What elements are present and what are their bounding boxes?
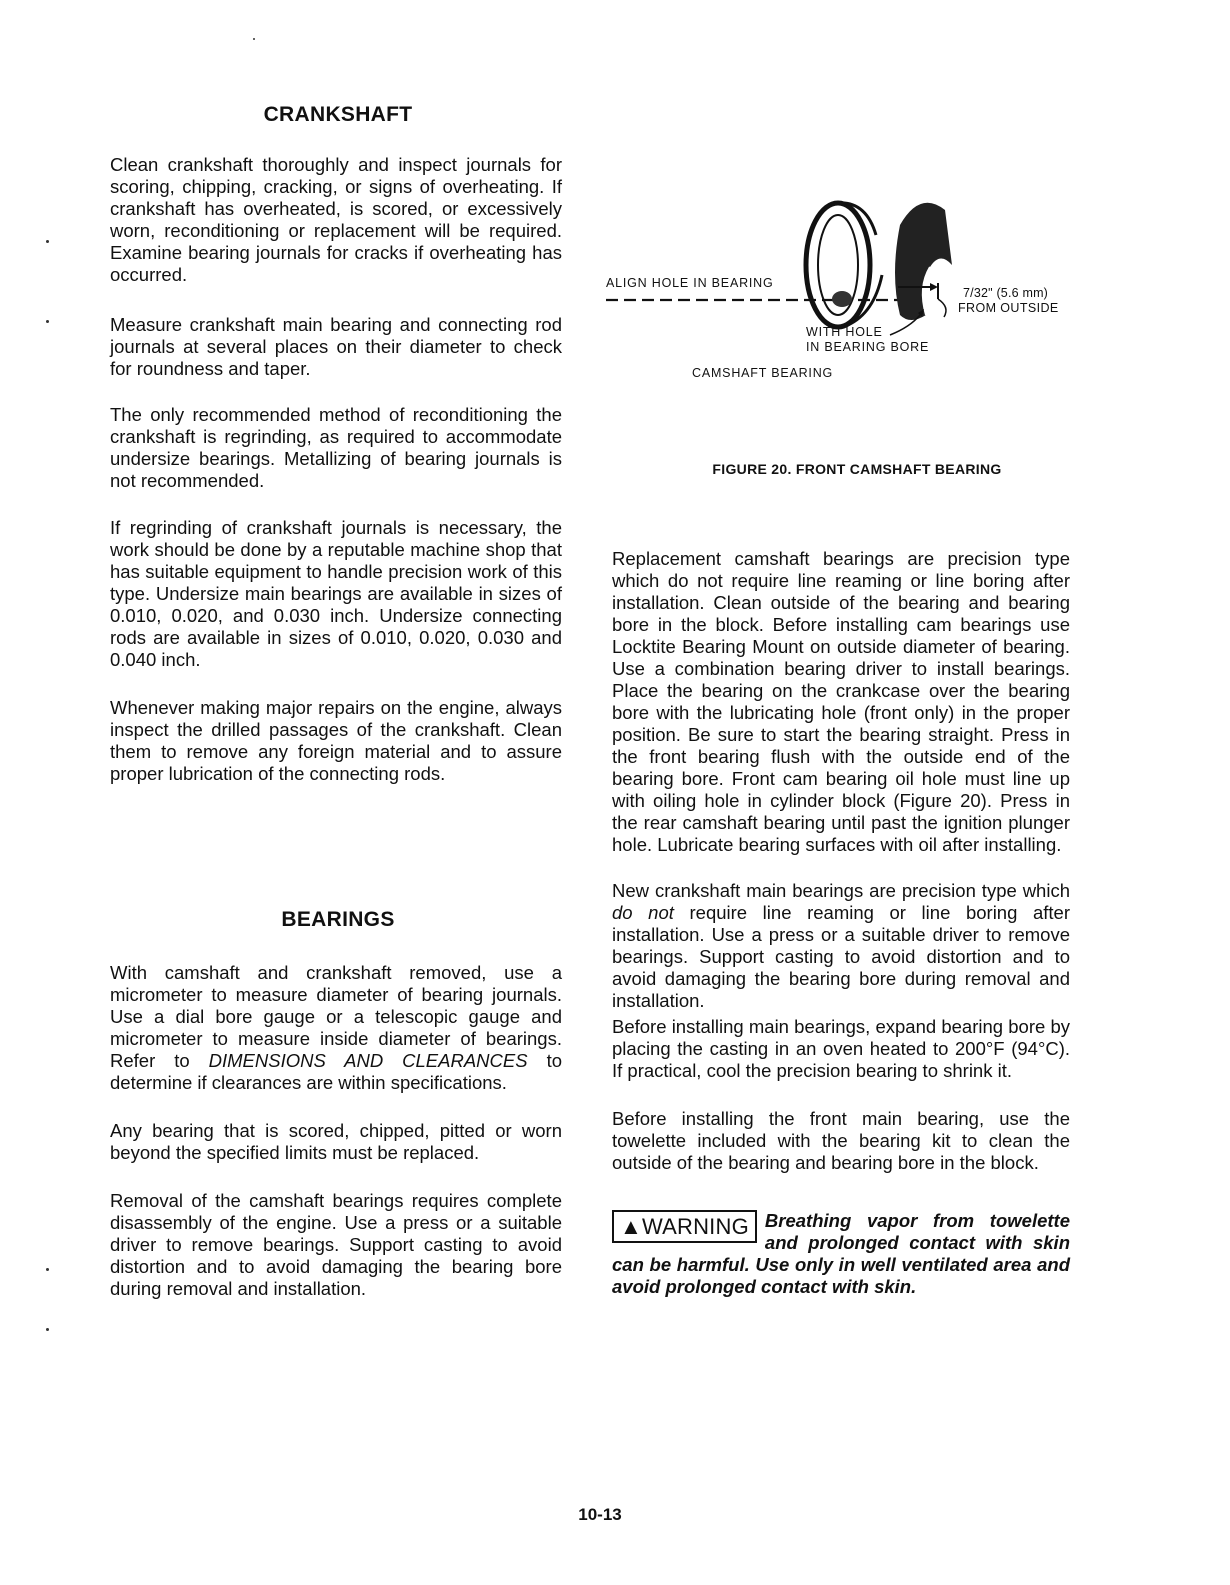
figure-label-from-outside: FROM OUTSIDE [958,301,1059,315]
bearings-section [110,1190,562,1300]
scan-speck [46,240,49,243]
crankshaft-section [110,517,562,671]
bearings-section [110,1120,562,1164]
main-bearing-instructions [612,880,1070,1012]
figure-label-align-hole: ALIGN HOLE IN BEARING [606,276,774,290]
crankshaft-section [110,314,562,380]
scan-speck [46,1328,49,1331]
right-paragraph: Before installing the front main bearing, use the towelette included with the bearing kit to clean the outside of the bearing and bearing bore in the block. [612,1108,1070,1173]
crankshaft-paragraph: If regrinding of crankshaft journals is necessary, the work should be done by a reputable machine shop that has suitable equipment to handle precision work of this type. Undersize main bearings are available in sizes of 0.010, 0.020, and 0.030 inch. Undersize connecting rods are available in sizes of 0.010, 0.020, 0.030 and 0.040 inch. [110,517,562,670]
page-number: 10-13 [578,1505,622,1524]
right-paragraph: Before installing main bearings, expand bearing bore by placing the casting in an oven heated to 200°F (94°C). If practical, cool the precision bearing to shrink it. [612,1016,1070,1081]
figure-label-with-hole: WITH HOLE [806,325,883,339]
warning-text-container [612,1210,1070,1298]
figure-label-camshaft-bearing: CAMSHAFT BEARING [692,366,834,380]
crankshaft-heading: CRANKSHAFT [263,103,413,126]
scan-speck [46,1268,49,1271]
dimensions-reference: DIMENSIONS AND CLEARANCES [208,1050,528,1071]
expand-bore-instructions [612,1016,1070,1082]
bearings-section [110,962,562,1094]
crankshaft-section [110,404,562,492]
crankshaft-paragraph: Whenever making major repairs on the engine, always inspect the drilled passages of the crankshaft. Clean them to remove any foreign material and to assure proper lubrication of the connecting rods. [110,697,562,784]
crankshaft-paragraph: The only recommended method of reconditioning the crankshaft is regrinding, as required to accommodate undersize bearings. Metallizing of bearing journals is not recommended. [110,404,562,491]
scan-speck [46,320,49,323]
warning-text: Breathing vapor from towelette and prolonged contact with skin can be harmful. Use only in well ventilated area and avoid prolonged contact with skin. [612,1210,1070,1297]
towelette-instructions [612,1108,1070,1174]
warning-triangle-icon: ▲ [620,1214,642,1239]
crankshaft-section [110,697,562,785]
crankshaft-paragraph: Measure crankshaft main bearing and connecting rod journals at several places on their diameter to check for roundness and taper. [110,314,562,379]
oil-hole [832,291,852,307]
figure-label-dimension: 7/32" (5.6 mm) [963,286,1049,300]
bearings-paragraph: With camshaft and crankshaft removed, use a micrometer to measure diameter of bearing journals. Use a dial bore gauge or a telescopic gauge and micrometer to measure inside diameter of bearings. Refer to DIMENSIONS AND CLEARANCES to determine if clearances are within specifications. [110,962,563,1093]
warning-badge: ▲WARNING [612,1210,757,1243]
figure-caption: FIGURE 20. FRONT CAMSHAFT BEARING [712,461,1002,477]
crankshaft-paragraph: Clean crankshaft thoroughly and inspect journals for scoring, chipping, cracking, or signs of overheating. If crankshaft has overheated, is scored, or excessively worn, reconditioning or replacement will be required. Examine bearing journals for cracks if overheating has occurred. [110,154,562,285]
right-paragraph: Replacement camshaft bearings are precision type which do not require line reaming or line boring after installation. Clean outside of the bearing and bearing bore in the block. Before installing cam bearings use Locktite Bearing Mount on outside diameter of bearing. Use a combination bearing driver to install bearings. Place the bearing on the crankcase over the bearing bore with the lubricating hole (front only) in the proper position. Be sure to start the bearing straight. Press in the front bearing flush with the outside end of the bearing bore. Front cam bearing oil hole must line up with oiling hole in cylinder block (Figure 20). Press in the rear camshaft bearing until past the ignition plunger hole. Lubricate bearing surfaces with oil after installing. [612,548,1070,855]
figure-label-bearing-bore: IN BEARING BORE [806,340,930,354]
warning-block [612,1210,1070,1298]
right-paragraph: New crankshaft main bearings are precision type which do not require line reaming or line boring after installation. Use a press or a suitable driver to remove bearings. Support casting to avoid distortion and to avoid damaging the bearing bore during removal and installation. [612,880,1070,1011]
do-not-emphasis: do not [612,902,674,923]
bearing-ring-outer [806,203,870,327]
scan-speck [253,38,255,40]
camshaft-bearing-instructions [612,548,1070,856]
bearings-paragraph: Any bearing that is scored, chipped, pitted or worn beyond the specified limits must be replaced. [110,1120,562,1163]
bearings-heading: BEARINGS [281,908,395,931]
crankshaft-section [110,154,562,286]
bearings-paragraph: Removal of the camshaft bearings requires complete disassembly of the engine. Use a press or a suitable driver to remove bearings. Support casting to avoid distortion and to avoid damaging the bearing bore during removal and installation. [110,1190,562,1299]
